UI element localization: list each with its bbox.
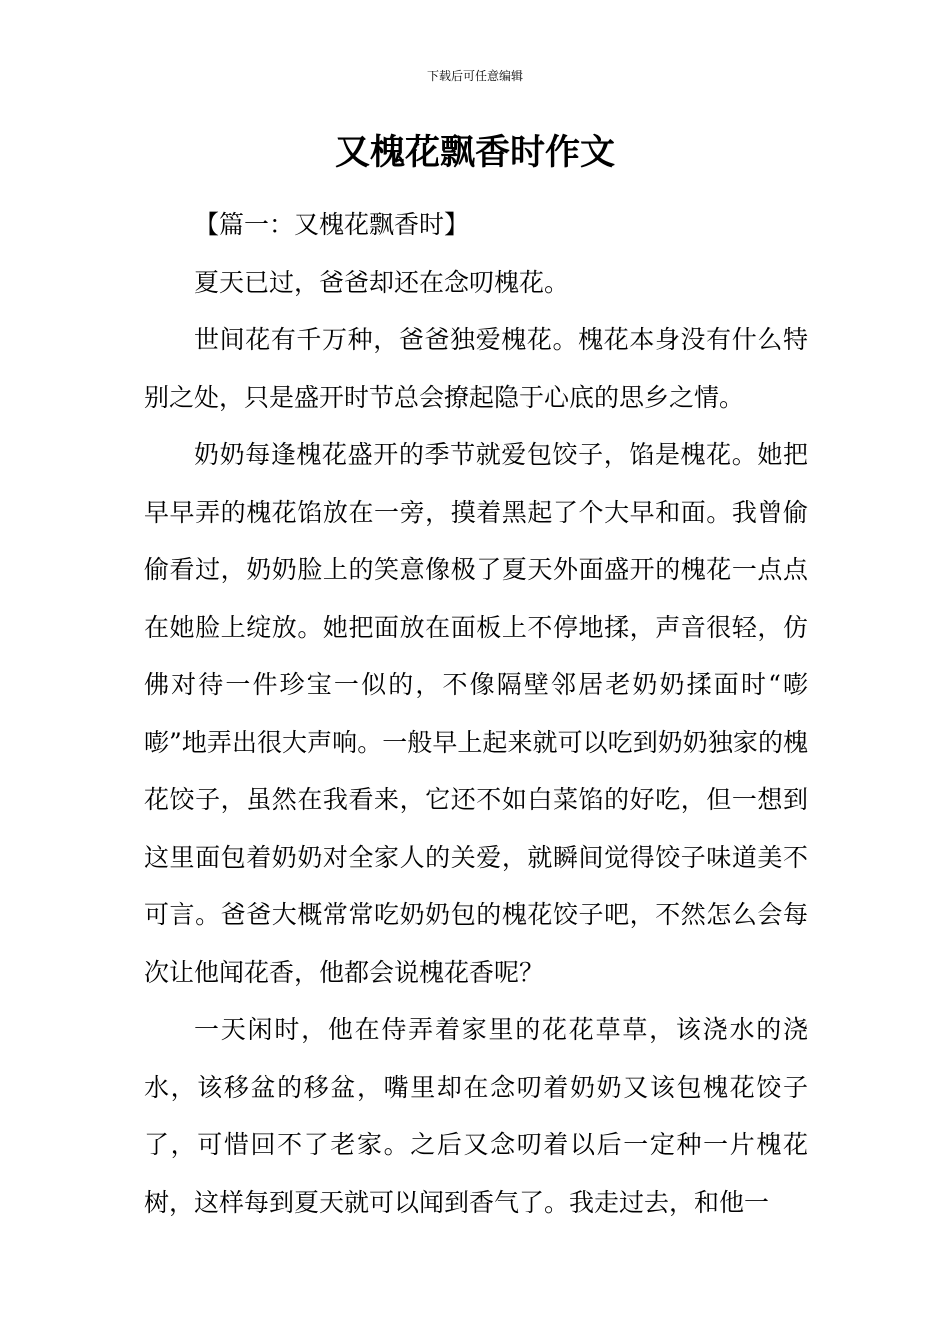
document-body: [144, 196, 808, 1231]
section-heading: 【篇一：又槐花飘香时】: [194, 210, 470, 239]
page-header-note: 下载后可任意编辑: [426, 69, 523, 83]
document-title: 又槐花飘香时作文: [334, 133, 615, 173]
body-paragraph: 一天闲时，他在侍弄着家里的花花草草，该浇水的浇水，该移盆的移盆，嘴里却在念叨着奶奶又该包槐花饺子了，可惜回不了老家。之后又念叨着以后一定种一片槐花树，这样每到夏天就可以闻到香气了。我走过去，和他一: [144, 1015, 808, 1217]
body-paragraph: 世间花有千万种，爸爸独爱槐花。槐花本身没有什么特别之处，只是盛开时节总会撩起隐于心底的思乡之情。: [144, 325, 808, 412]
body-paragraph: 奶奶每逢槐花盛开的季节就爱包饺子，馅是槐花。她把早早弄的槐花馅放在一旁，摸着黑起了个大早和面。我曾偷偷看过，奶奶脸上的笑意像极了夏天外面盛开的槐花一点点在她脸上绽放。她把面放在面板上不停地揉，声音很轻，仿佛对待一件珍宝一似的，不像隔壁邻居老奶奶揉面时“嘭嘭”地弄出很大声响。一般早上起来就可以吃到奶奶独家的槐花饺子，虽然在我看来，它还不如白菜馅的好吃，但一想到这里面包着奶奶对全家人的关爱，就瞬间觉得饺子味道美不可言。爸爸大概常常吃奶奶包的槐花饺子吧，不然怎么会每次让他闻花香，他都会说槐花香呢？: [144, 440, 808, 987]
body-paragraph: 夏天已过，爸爸却还在念叨槐花。: [194, 267, 570, 297]
